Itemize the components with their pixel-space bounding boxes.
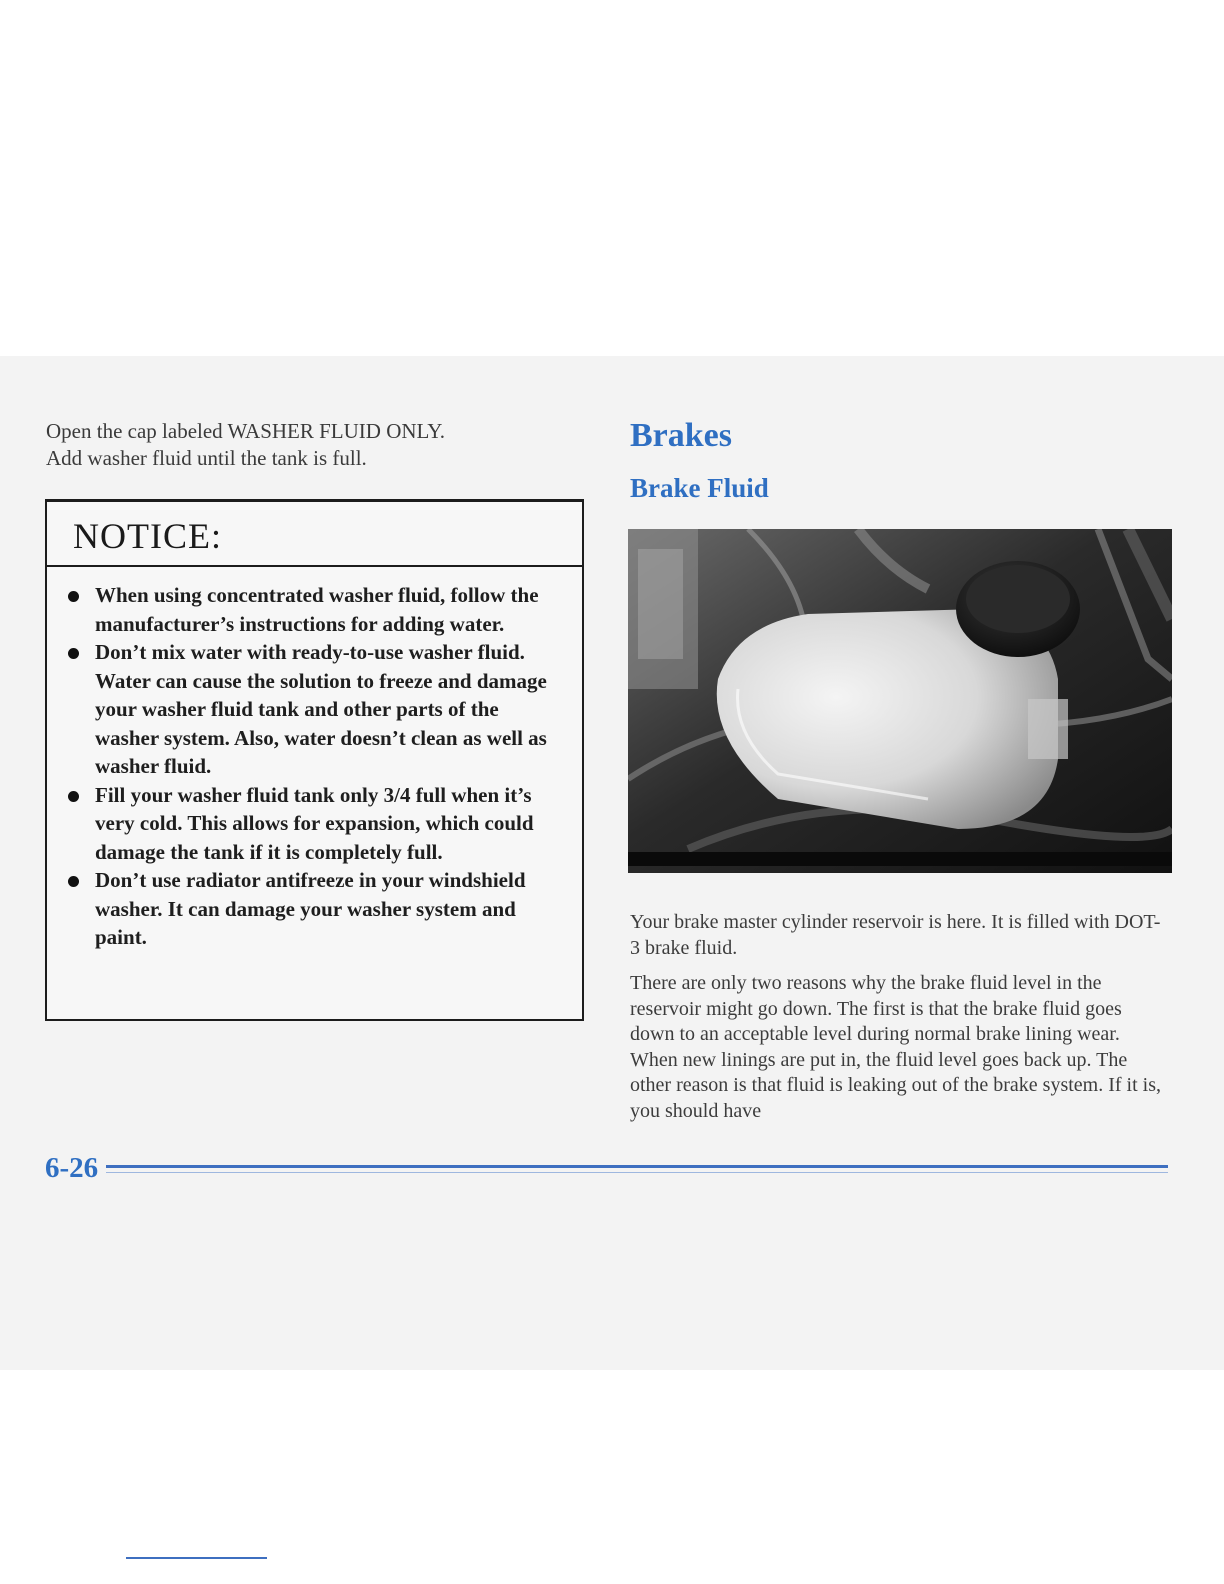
notice-item — [95, 638, 562, 781]
bottom-accent-bar — [126, 1557, 267, 1559]
brake-reservoir-photo — [628, 529, 1172, 873]
footer-rule-thin — [106, 1172, 1168, 1173]
notice-item — [95, 581, 562, 638]
notice-list — [47, 567, 582, 952]
brake-reservoir-illustration — [628, 529, 1172, 873]
notice-item-text: Don’t use radiator antifreeze in your windshield washer. It can damage your washer system and paint. — [95, 868, 526, 949]
paragraph-1: Your brake master cylinder reservoir is here. It is filled with DOT-3 brake fluid. — [630, 911, 1161, 959]
notice-item — [95, 866, 562, 952]
bullet-icon — [68, 791, 79, 802]
notice-item-text: Fill your washer fluid tank only 3/4 full when it’s very cold. This allows for expansion, which could damage the tank if it is completely full. — [95, 782, 534, 864]
notice-item-text: Don’t mix water with ready-to-use washer fluid. Water can cause the solution to freeze and damage your washer fluid tank and other parts of the washer system. Also, water doesn’t clean as well as washer fluid. — [95, 640, 547, 778]
bullet-icon — [68, 648, 79, 659]
bullet-icon — [68, 591, 79, 602]
notice-item — [95, 781, 562, 867]
footer-rule — [106, 1165, 1168, 1168]
paragraph-2: There are only two reasons why the brake fluid level in the reservoir might go down. The first is that the brake fluid goes down to an acceptable level during normal brake lining wear. When new linings are put in, the fluid level goes back up. The other reason is that fluid is leaking out of the brake system. If it is, you should have — [630, 972, 1161, 1122]
intro-line-2: Add washer fluid until the tank is full. — [46, 446, 367, 470]
section-subtitle: Brake Fluid — [630, 473, 769, 503]
section-title: Brakes — [630, 417, 732, 454]
body-text — [630, 910, 1170, 1134]
notice-box — [45, 499, 584, 1021]
intro-line-1: Open the cap labeled WASHER FLUID ONLY. — [46, 419, 445, 443]
bullet-icon — [68, 876, 79, 887]
page-number: 6-26 — [45, 1152, 99, 1184]
notice-heading: NOTICE: — [47, 502, 582, 567]
notice-item-text: When using concentrated washer fluid, follow the manufacturer’s instructions for adding water. — [95, 583, 539, 636]
intro-text — [46, 418, 566, 472]
